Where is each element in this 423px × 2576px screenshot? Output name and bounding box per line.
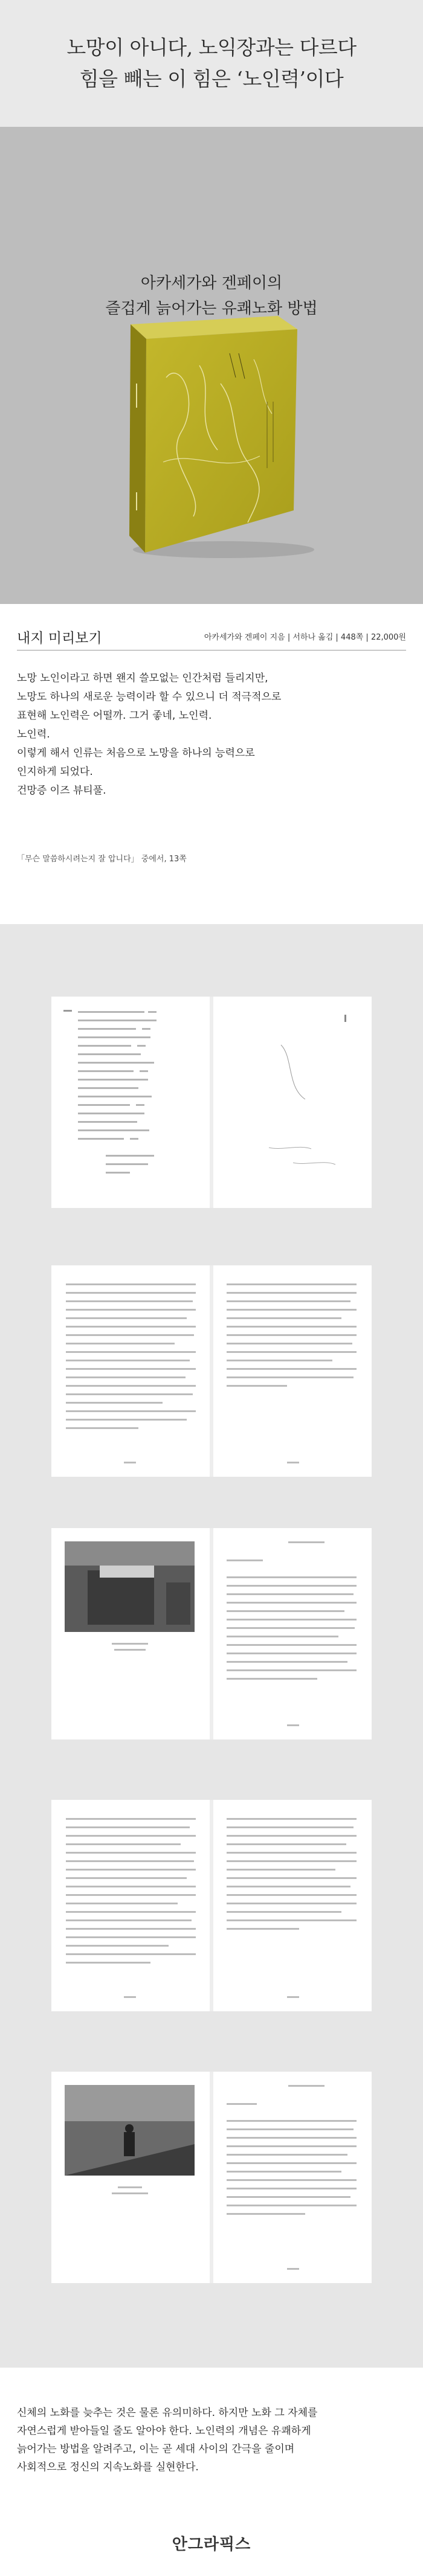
spread-text-2 — [51, 1800, 372, 2011]
quote-line: 표현해 노인력은 어떨까. 그거 좋네, 노인력. — [17, 710, 212, 722]
spread-photo-2 — [51, 2072, 372, 2283]
quote-line: 건망증 이즈 뷰티풀. — [17, 785, 106, 797]
book-subtitle-line-1: 아카세가와 겐페이의 — [140, 274, 283, 292]
quote-line: 노인력. — [17, 728, 50, 740]
footer-section — [0, 2368, 423, 2576]
quote-line: 노망 노인이라고 하면 왠지 쓸모없는 인간처럼 들리지만, — [17, 672, 268, 684]
book-meta: 아카세가와 겐페이 지음 | 서하나 옮김 | 448쪽 | 22,000원 — [204, 633, 406, 642]
quote-line: 노망도 하나의 새로운 능력이라 할 수 있으니 더 적극적으로 — [17, 691, 282, 703]
book-subtitle-line-2: 즐겁게 늙어가는 유쾌노화 방법 — [105, 300, 318, 318]
spread-photo-1 — [51, 1528, 372, 1739]
footer-line: 자연스럽게 받아들일 줄도 알아야 한다. 노인력의 개념은 유쾌하게 — [17, 2425, 311, 2437]
quote-line: 인지하게 되었다. — [17, 766, 93, 778]
footer-line: 사회적으로 정신의 지속노화를 실현한다. — [17, 2461, 199, 2473]
footer-line: 늙어가는 방법을 알려주고, 이는 곧 세대 사이의 간극을 줄이며 — [17, 2443, 295, 2455]
quote-line: 이렇게 해서 인류는 처음으로 노망을 하나의 능력으로 — [17, 747, 255, 759]
publisher-logo: 안그라픽스 — [172, 2536, 251, 2554]
preview-label: 내지 미리보기 — [17, 631, 102, 646]
spread-contents — [51, 997, 372, 1208]
headline-line-1: 노망이 아니다, 노익장과는 다르다 — [66, 36, 357, 59]
headline-line-2: 힘을 빼는 이 힘은 ‘노인력’이다 — [79, 67, 344, 91]
footer-description — [17, 2404, 407, 2476]
quote-source: 「무슨 말씀하시려는지 잘 압니다」 중에서, 13쪽 — [17, 855, 187, 864]
book-quote — [17, 669, 404, 800]
preview-header — [17, 623, 406, 650]
page-spreads-section — [0, 924, 423, 2368]
preview-info-section — [0, 604, 423, 924]
book-cover-image — [109, 311, 314, 562]
spread-text — [51, 1265, 372, 1477]
hero-header — [0, 0, 423, 127]
footer-line: 신체의 노화를 늦추는 것은 물론 유의미하다. 하지만 노화 그 자체를 — [17, 2407, 318, 2419]
